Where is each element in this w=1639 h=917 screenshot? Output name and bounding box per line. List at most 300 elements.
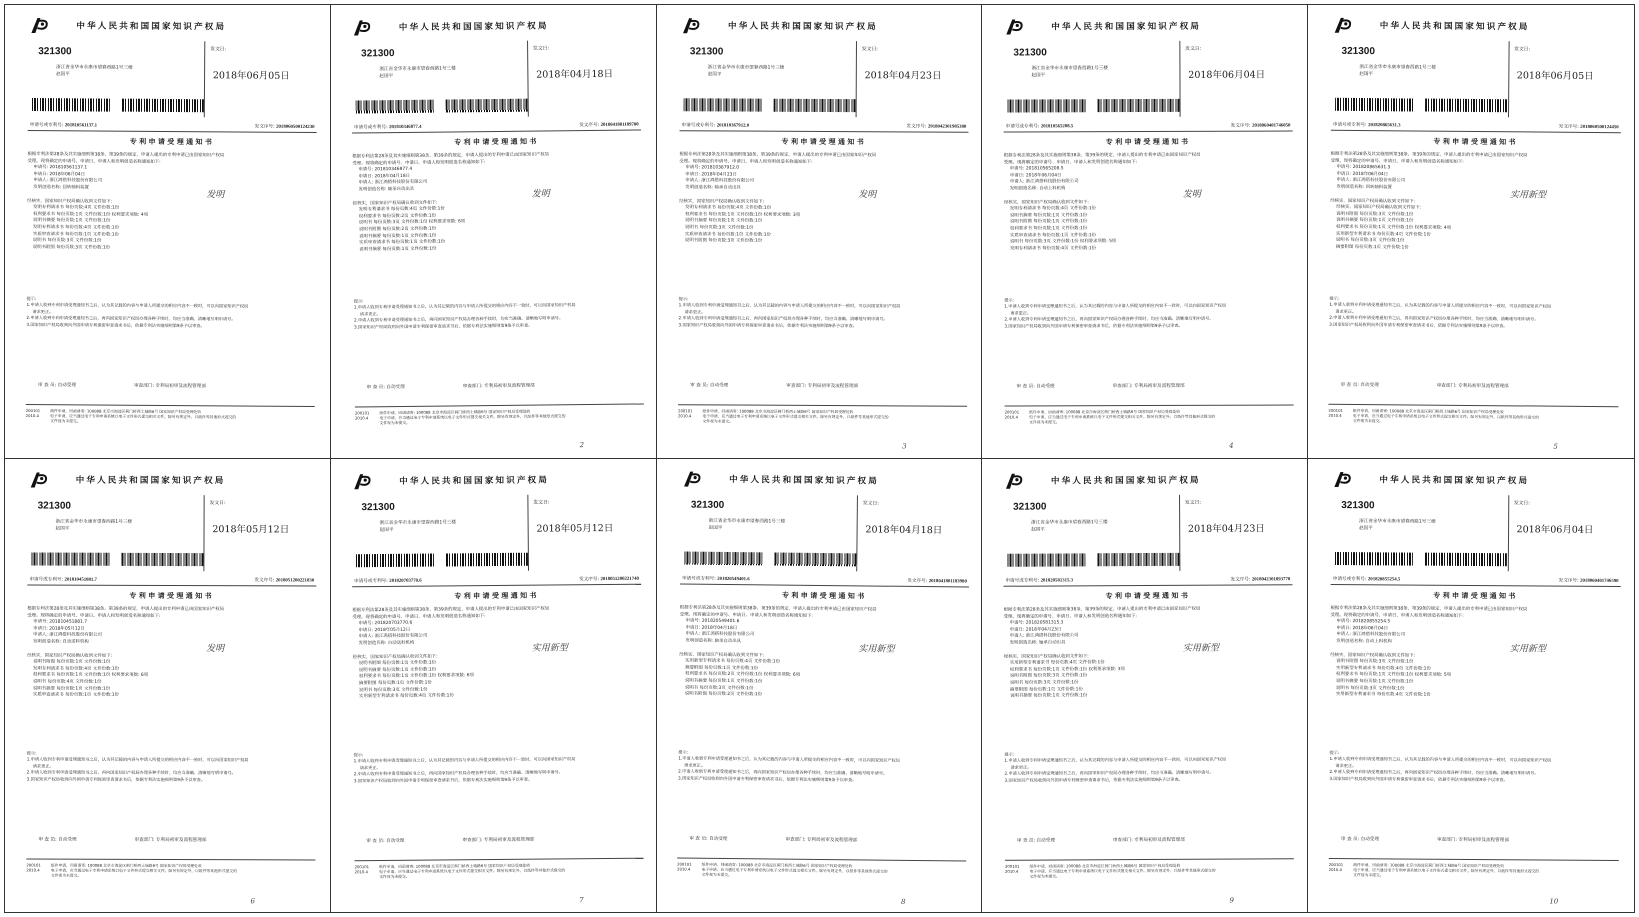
examiner-row (366, 835, 643, 843)
paragraph: 根据专利法第28条及其实施细则第38条、第39条的规定，申请人提出的专利申请已由国家知识产权局 (1330, 151, 1528, 159)
notice-title: 专利申请受理通知书 (781, 590, 867, 600)
value: 浙江鸿搭科技股份有限公司 (374, 633, 428, 639)
postal-code: 321300 (37, 500, 72, 512)
barcode (684, 551, 762, 565)
send-no-field (1559, 577, 1619, 583)
value: 201820581315.3 (1026, 620, 1064, 626)
document-item: 实用新型专利请求书 每份页数:4页 文件份数:1份 (1336, 231, 1431, 238)
notice-body (27, 152, 316, 253)
barcode (446, 552, 528, 566)
label: 申请日: (358, 627, 374, 633)
send-date-label: 发文日: (209, 500, 226, 506)
verify-heading: 经核实，国家知识产权局确认收到文件如下: (678, 651, 764, 658)
note: 1.申请人收到专利申请受理通知书之后，认为其记载的内容与申请人所提交的相应内容不一致时，可以向国家知识产权局 (353, 302, 576, 310)
footer (26, 404, 315, 425)
postal-code: 321300 (1341, 499, 1375, 511)
notice-page (657, 459, 983, 913)
form-code: 200101 2010.4 (1005, 409, 1020, 420)
value: 浙江鸿搭科技股份有限公司 (1026, 633, 1079, 639)
document-list (27, 659, 316, 700)
barcode-group (1335, 98, 1507, 113)
recipient-address (1032, 65, 1108, 79)
address-line: 浙江省金华市永康市望春西路1号三楼 (708, 518, 785, 525)
postal-code: 321300 (361, 501, 395, 513)
label: 发明创造名称: (33, 638, 61, 645)
page-number: 9 (1229, 895, 1235, 904)
notes (678, 749, 967, 784)
document-item: 说明书 每份页数:3页 文件份数:1份 (1010, 679, 1079, 686)
barcode-group (1008, 99, 1180, 113)
document-item: 权利要求书 每份页数:1页 文件份数:1份 权利要求项数: 4项 (33, 211, 149, 218)
recipient-address (379, 519, 456, 534)
examiner: 审 查 员: 自动受理 (1341, 836, 1380, 842)
label: 申请人: (358, 633, 374, 640)
document-item: 权利要求书 每份页数:1页 文件份数:1份 权利要求项数: 6项 (33, 672, 149, 678)
document-item: 实用新型专利请求书 每份页数:4页 文件份数:1份 (358, 693, 454, 699)
paragraph: 受理。现将确定的申请号、申请日、申请人和发明创造名称通知如下: (678, 158, 813, 165)
label: 发明创造名称: (33, 185, 62, 191)
footer (355, 403, 644, 425)
note: 请求更正。 (684, 309, 706, 315)
value: 2018年05月12日 (49, 625, 85, 631)
office-header (1332, 14, 1622, 39)
document-item: 说明书附图 每份页数:3页 文件份数:1份 (1336, 658, 1414, 665)
send-no: 2018051200221830 (275, 577, 315, 583)
postal-code: 321300 (689, 46, 723, 58)
id-row (1004, 122, 1293, 132)
send-no-label: 发文序号: (254, 124, 275, 130)
note: 1.申请人收到专利申请受理通知书之后，认为其记载的内容与申请人所提交的相应内容不一致时，可以向国家知识产权局 (1329, 755, 1552, 763)
examiner: 审 查 员: 自动受理 (366, 838, 405, 844)
notice-body (1004, 152, 1293, 252)
note: 3.国家知识产权局收到向外国申请专利保密审查请求书后，依据专利法实施细则第9条予以审查。 (678, 321, 857, 328)
app-no-field (1006, 577, 1074, 583)
label: 申请号: (685, 618, 700, 624)
office-header (28, 14, 317, 38)
barcode (121, 552, 203, 565)
footer-text: 纸件申请，回函请寄: 100088 北京市海淀区蓟门桥西土城路6号 国家知识产权局受理处收 电子申请，应当通过电子专利申请系统以电子文件形式提交相关文件。除另有规定外，以纸件等其他形式提交的 文件视为未提交。 (702, 408, 889, 424)
notice-sheet (351, 467, 644, 904)
note: 3.国家知识产权局收到向外国申请专利保密审查请求书后，依据专利法实施细则第9条予以审查。 (26, 775, 206, 782)
office-header (680, 14, 969, 38)
office-name: 中华人民共和国国家知识产权局 (75, 475, 226, 486)
notes (678, 296, 967, 330)
document-item: 权利要求书 每份页数:1页 文件份数:1份 权利要求项数: 3项 (1010, 666, 1126, 672)
postal-code: 321300 (690, 499, 724, 511)
examiner: 审 查 员: 自动受理 (366, 384, 405, 391)
notice-title: 专利申请受理通知书 (1106, 136, 1191, 147)
send-date: 2018年04月18日 (535, 68, 613, 81)
value: 浙江鸿搭科技股份有限公司 (700, 178, 754, 185)
footer-text: 纸件申请，回函请寄: 100088 北京市海淀区蓟门桥西土城路6号 国家知识产权局受理处收 电子申请，应当通过电子专利申请系统以电子文件形式提交相关文件。除另有规定外，以纸件等其他形式提交的 文件视为未提交。 (50, 862, 237, 878)
examiner-row (1341, 836, 1619, 844)
document-item: 权利要求书 每份页数:1页 文件份数:1份 (1010, 226, 1088, 232)
send-date-label: 发文日: (1514, 47, 1531, 53)
barcode (1425, 552, 1507, 566)
barcode-group (683, 98, 855, 112)
verify-heading: 经核实，国家知识产权局确认收到文件如下: (1004, 199, 1090, 206)
paragraph: 根据专利法第28条及其实施细则第38条、第39条的规定，申请人提出的专利申请已由国家知识产权局 (27, 605, 225, 612)
id-row (679, 122, 968, 133)
app-no: 201810451881.7 (64, 577, 97, 583)
note: 请求更正。 (359, 764, 381, 770)
send-date: 2018年04月23日 (1188, 522, 1266, 535)
send-date-label: 发文日: (1185, 500, 1202, 506)
notice-page (1308, 459, 1634, 913)
recipient-address (707, 64, 784, 78)
examiner-row (1341, 382, 1619, 390)
note: 请求更正。 (1010, 763, 1032, 770)
value: 浙江鸿搭科技股份有限公司 (49, 178, 103, 184)
cnipa-logo-icon (351, 17, 373, 37)
document-item: 说明书摘要 每份页数:1页 文件份数:1份 (1336, 678, 1414, 685)
barcode-group (684, 551, 856, 566)
divider (204, 41, 206, 117)
footer-text: 纸件申请，回函请寄: 100088 北京市海淀区蓟门桥西土城路6号 国家知识产权局受理处收 电子申请，应当通过电子专利申请系统以电子文件形式提交相关文件。除另有规定外，以纸件等其他形式提交的 文件视为未提交。 (1352, 407, 1540, 424)
label: 申请人: (1336, 178, 1352, 184)
recipient-name: 赵国平 (379, 527, 394, 533)
label: 申请日: (1336, 171, 1352, 177)
notice-title: 专利申请受理通知书 (781, 136, 866, 147)
app-no-label: 申请号或专利号: (1005, 578, 1040, 584)
notice-page (982, 459, 1308, 913)
document-item: 说明书附图 每份页数:2页 文件份数:1份 (684, 691, 762, 697)
footer-text: 纸件申请，回函请寄: 100088 北京市海淀区蓟门桥西土城路6号 国家知识产权局受理处收 电子申请，应当通过电子专利申请系统以电子文件形式提交相关文件。除另有规定外，以纸件等其他形式提交的 文件视为未提交。 (378, 862, 565, 879)
send-no-field (579, 122, 639, 129)
document-item: 说明书摘要 每份页数:1页 文件份数:1份 (33, 218, 111, 224)
recipient-name: 赵国平 (707, 72, 722, 78)
label: 申请人: (33, 178, 49, 184)
divider (204, 495, 205, 571)
send-date: 2018年05月12日 (536, 522, 614, 535)
notice-body (1004, 606, 1293, 700)
send-no: 2018060500124450 (1580, 124, 1619, 131)
app-no-field (681, 122, 749, 128)
recipient-address (1360, 64, 1437, 79)
value: 201820865631.3 (1352, 165, 1391, 171)
page-number: 7 (578, 895, 584, 904)
label: 申请号: (1010, 620, 1025, 626)
barcode (31, 552, 109, 565)
note: 3.国家知识产权局收到向外国申请专利保密审查请求书后，依据专利法实施细则第9条予以审查。 (677, 774, 856, 782)
label: 申请号: (684, 165, 700, 171)
app-no: 201820865631.3 (1368, 123, 1401, 129)
examiner: 审 查 员: 自动受理 (1016, 384, 1056, 390)
label: 申请人: (1010, 633, 1025, 639)
send-no-label: 发文序号: (578, 122, 599, 129)
notice-body (1330, 152, 1621, 254)
notice-sheet (1003, 468, 1294, 904)
document-item: 说明书 每份页数:4页 文件份数:1份 (32, 678, 102, 685)
note: 2.申请人收到专利申请受理通知书之后，再向国家知识产权局办理各种手续时，均应当准确、清晰地写明申请号。 (677, 768, 887, 776)
send-no: 2018051200221740 (600, 576, 639, 582)
send-date-label: 发文日: (1185, 46, 1202, 52)
send-no: 2018041801189700 (600, 122, 639, 128)
paragraph: 根据专利法第28条及其实施细则第38条、第39条的规定，申请人提出的专利申请已由国家知识产权局 (27, 151, 225, 159)
app-no-label: 申请号或专利号: (29, 123, 64, 129)
note: 2.申请人收到专利申请受理通知书之后，再向国家知识产权局办理各种手续时，均应当准确、清晰地写明申请号。 (353, 315, 563, 323)
document-item: 说明书附图 每份页数:1页 文件份数:1份 (1010, 219, 1088, 225)
document-item: 说明书 每份页数:3页 文件份数:1份 权利要求项数: 6项 (358, 219, 465, 226)
recipient-address (1032, 519, 1109, 533)
recipient-name: 赵国平 (1359, 71, 1374, 78)
barcode (1098, 552, 1180, 565)
app-no-label: 申请号或专利号: (353, 578, 388, 584)
document-item: 说明书附图 每份页数:3页 文件份数:1份 (32, 244, 111, 251)
note: 2.申请人收到专利申请受理通知书之后，再向国家知识产权局办理各种手续时，均应当准确、清晰地写明申请号。 (1329, 314, 1539, 322)
office-header (28, 468, 317, 491)
department: 审查部门: 专利局初审及流程管理部 (462, 383, 535, 390)
notes-heading: 提示: (1329, 295, 1340, 301)
send-date: 2018年06月05日 (1516, 70, 1594, 83)
page-number: 10 (1549, 896, 1559, 905)
postal-code: 321300 (1341, 45, 1376, 58)
office-name: 中华人民共和国国家知识产权局 (1379, 474, 1530, 486)
document-list (1004, 659, 1293, 700)
label: 发明创造名称: (684, 185, 713, 191)
handwritten-signature: 实用新型 (531, 642, 568, 654)
notice-title: 专利申请受理通知书 (1433, 590, 1519, 600)
document-item: 说明书附图 每份页数:3页 文件份数:1份 (1010, 673, 1088, 679)
value: 浙江鸿搭科技股份有限公司 (1352, 178, 1406, 184)
divider (1180, 41, 1181, 117)
department: 审查部门: 专利局初审及流程管理部 (1436, 383, 1509, 390)
address-line: 浙江省金华市永康市望春西路1号三楼 (56, 65, 133, 71)
address-line: 浙江省金华市永康市望春西路1号三楼 (1359, 518, 1436, 525)
send-no-label: 发文序号: (1231, 123, 1251, 129)
send-date: 2018年06月05日 (212, 70, 290, 82)
handwritten-signature: 发明 (206, 643, 225, 654)
recipient-address (708, 517, 785, 532)
page-number: 2 (579, 440, 584, 449)
note: 1.申请人收到专利申请受理通知书之后，认为其记载的内容与申请人所提交的相应内容不一致时，可以向国家知识产权局 (353, 756, 576, 764)
value: 浙江鸿搭科技股份有限公司 (374, 180, 428, 186)
send-no-label: 发文序号: (1559, 124, 1580, 130)
note: 3.国家知识产权局收到向外国申请专利保密审查请求书后，依据专利法实施细则第9条予以审查。 (353, 775, 533, 783)
form-code: 200101 2010.4 (677, 408, 693, 419)
document-item: 发明专利请求书 每份页数:4页 文件份数:1份 (1010, 245, 1097, 252)
app-no: 201810346877.4 (388, 124, 422, 131)
cnipa-logo-icon (681, 468, 703, 488)
app-no-field (30, 122, 97, 128)
label: 发明创造名称: (358, 187, 387, 193)
paragraph: 根据专利法第28条及其实施细则第38条、第39条的规定，申请人提出的专利申请已由国家知识产权局 (679, 604, 877, 613)
cnipa-logo-icon (1332, 15, 1354, 35)
paragraph: 受理。现将确定的申请号、申请日、申请人和发明创造名称通知如下: (27, 612, 161, 619)
document-list (679, 205, 968, 246)
notes (354, 295, 643, 330)
barcode-group (1008, 552, 1180, 566)
label: 申请日: (684, 172, 700, 178)
document-list (353, 658, 642, 700)
value: 轴承自动出具 (714, 185, 741, 191)
value: 轴承自动出具 (1039, 639, 1066, 646)
office-name: 中华人民共和国国家知识产权局 (76, 21, 227, 33)
notes-heading: 提示: (1329, 749, 1340, 755)
document-item: 权利要求书 每份页数:1页 文件份数:1份 权利要求项数: 5项 (1336, 671, 1452, 678)
notice-title: 专利申请受理通知书 (453, 136, 539, 147)
barcode-group (355, 99, 527, 114)
notice-page (982, 5, 1308, 459)
notes-heading: 提示: (353, 298, 364, 304)
address-line: 浙江省金华市永康市望春西路1号三楼 (1359, 64, 1437, 71)
examiner-row (38, 836, 315, 843)
divider (1180, 494, 1181, 570)
send-no-label: 发文序号: (1558, 578, 1579, 584)
label: 发明创造名称: (1010, 186, 1039, 192)
notice-page (1308, 5, 1634, 459)
document-item: 说明书附图 每份页数:3页 文件份数:1份 (684, 238, 762, 244)
address-block (351, 493, 641, 578)
label: 申请日: (1010, 173, 1025, 179)
send-no-field (579, 575, 639, 582)
label: 申请日: (358, 174, 373, 180)
address-block (27, 494, 316, 577)
note: 3.国家知识产权局收到向外国申请专利保密审查请求书后，依据专利法实施细则第9条予以审查。 (1329, 775, 1508, 782)
value: 2018年06月04日 (49, 171, 85, 178)
value: 轴承自动出具 (387, 186, 414, 193)
document-item: 说明书附图 每份页数:1页 文件份数:1份 (358, 660, 436, 666)
notice-body (678, 605, 968, 701)
document-grid (4, 4, 1635, 913)
send-date: 2018年06月04日 (1188, 69, 1266, 81)
notes (1005, 750, 1294, 784)
document-item: 摘要附图 每份页数:1页 文件份数:1份 (358, 680, 432, 686)
label: 申请号: (33, 165, 49, 171)
address-block (679, 40, 968, 124)
notes (26, 296, 315, 330)
notice-title: 专利申请受理通知书 (129, 590, 215, 600)
notes-heading: 提示: (678, 296, 689, 302)
footer-text: 纸件申请，回函请寄: 100088 北京市海淀区蓟门桥西土城路6号 国家知识产权局受理处收 电子申请，应当通过电子专利申请系统以电子文件形式提交相关文件。除另有规定外，以纸件等其他形式提交的 文件视为未提交。 (50, 408, 237, 424)
cnipa-logo-icon (1004, 16, 1026, 36)
label: 申请号: (358, 620, 373, 626)
value: 自动送料机构 (62, 639, 89, 645)
document-item: 说明书摘要 每份页数:1页 文件份数:1份 (358, 666, 436, 673)
note: 请求更正。 (32, 308, 54, 314)
department: 审查部门: 专利局初审及流程管理部 (1437, 837, 1510, 843)
document-item: 说明书摘要 每份页数:1页 文件份数:1份 (684, 218, 762, 225)
app-no: 201820549401.6 (716, 576, 750, 582)
notice-sheet (1328, 14, 1622, 451)
form-code: 200101 2010.4 (354, 410, 370, 421)
page-number: 6 (250, 896, 256, 905)
footer-text: 纸件申请，回函请寄: 100088 北京市海淀区蓟门桥西土城路6号 国家知识产权局受理处收 电子申请，应当通过电子专利申请系统以电子文件形式提交相关文件。除另有规定外，以纸件等其他形式提交的 文件视为未提交。 (701, 861, 888, 877)
barcode-group (356, 552, 528, 567)
footer (1005, 858, 1294, 879)
paragraph: 受理。现将确定的申请号、申请日、申请人和发明创造名称通知如下: (27, 158, 161, 165)
form-code: 200101 2010.4 (1328, 861, 1344, 872)
document-item: 权利要求书 每份页数:2页 文件份数:1份 权利要求项数: 6项 (684, 671, 800, 678)
notice-title: 专利申请受理通知书 (129, 136, 215, 147)
document-item: 说明书 每份页数:3页 文件份数:1份 权利要求项数: 5项 (1010, 239, 1117, 245)
page-number: 3 (901, 441, 907, 450)
send-date-label: 发文日: (533, 500, 550, 506)
verify-heading: 经核实，国家知识产权局确认收到文件如下: (1330, 198, 1416, 205)
page-number: 5 (1553, 442, 1559, 451)
note: 1.申请人收到专利申请受理通知书之后，认为其记载的内容与申请人所提交的相应内容不一致时，可以向国家知识产权局 (1329, 302, 1552, 310)
department: 审查部门: 专利局初审及流程管理部 (1113, 383, 1185, 390)
document-item: 发明专利请求书 每份页数:4页 文件份数:1份 (33, 665, 120, 672)
send-date-label: 发文日: (1513, 500, 1531, 506)
handwritten-signature: 实用新型 (1510, 643, 1547, 654)
notice-body (27, 606, 316, 700)
barcode (1335, 552, 1413, 566)
document-item: 发明专利请求书 每份页数:4页 文件份数:1份 (32, 224, 120, 231)
handwritten-signature: 实用新型 (1183, 643, 1220, 654)
note: 1.申请人收到专利申请受理通知书之后，认为其记载的内容与申请人所提交的相应内容不一致时，可以向国家知识产权局 (678, 302, 900, 309)
address-line: 浙江省金华市永康市望春西路1号三楼 (1031, 519, 1108, 526)
office-header (1332, 467, 1622, 491)
value: 201820703770.6 (374, 620, 413, 626)
address-block (1331, 493, 1621, 577)
department: 审查部门: 专利局初审及流程管理部 (133, 383, 206, 390)
value: 201810565208.5 (1026, 166, 1064, 172)
paragraph: 受理。现将确定的申请号、申请日、申请人和发明创造名称通知如下: (679, 611, 813, 618)
notice-page (331, 5, 657, 459)
document-list (353, 205, 642, 254)
barcode (773, 99, 855, 112)
label: 发明创造名称: (358, 640, 387, 646)
barcode (1098, 99, 1180, 112)
examiner: 审 查 员: 自动受理 (688, 836, 728, 842)
send-date: 2018年05月12日 (212, 523, 290, 535)
verify-heading: 经核实，国家知识产权局确认收到文件如下: (678, 198, 764, 205)
barcode (683, 98, 761, 111)
send-date-label: 发文日: (210, 47, 227, 53)
value: 浙江鸿搭科技股份有限公司 (701, 631, 754, 638)
label: 申请人: (1336, 631, 1352, 638)
label: 申请日: (33, 625, 48, 631)
footer-text: 纸件申请，回函请寄: 100088 北京市海淀区蓟门桥西土城路6号 国家知识产权局受理处收 电子申请，应当通过电子专利申请系统以电子文件形式提交相关文件。除另有规定外，以纸件等其他形式提交的 文件视为未提交。 (1029, 408, 1216, 425)
label: 申请人: (33, 632, 48, 638)
send-date: 2018年04月18日 (864, 523, 942, 536)
handwritten-signature: 实用新型 (857, 643, 895, 655)
notice-body (1330, 605, 1620, 700)
handwritten-signature: 发明 (531, 189, 550, 200)
title-line (27, 639, 316, 647)
document-item: 说明书 每份页数:3页 文件份数:1份 (684, 225, 754, 231)
form-code: 200101 2010.4 (25, 407, 41, 419)
label: 申请人: (358, 180, 373, 186)
note: 3.国家知识产权局收到向外国申请专利保密审查请求书后，依据专利法实施细则第9条予以审查。 (1004, 322, 1184, 329)
recipient-name: 赵国平 (708, 525, 723, 531)
send-no: 2018041801183980 (928, 578, 967, 584)
send-no-field (254, 577, 314, 583)
send-no-field (1231, 123, 1291, 129)
document-item: 实质审查请求书 每份页数:1页 文件份数:1份 (358, 239, 445, 246)
cnipa-logo-icon (351, 471, 373, 491)
value: 201810451881.7 (49, 619, 88, 625)
notice-body (352, 605, 642, 700)
cnipa-logo-icon (1003, 470, 1025, 490)
barcode-group (31, 552, 203, 566)
recipient-name: 赵国平 (1359, 525, 1374, 531)
notice-sheet (26, 14, 318, 445)
document-item: 发明专利请求书 每份页数:4页 文件份数:1份 (684, 205, 771, 211)
value: 2018年04月23日 (1026, 626, 1062, 632)
app-no-label: 申请号或专利号: (681, 576, 716, 582)
value: 201820855254.5 (1352, 618, 1391, 625)
paragraph: 根据专利法第28条及其实施细则第38条、第39条的规定，申请人提出的专利申请已由国家知识产权局 (1330, 605, 1528, 612)
address-line: 浙江省金华市永康市望春西路1号三楼 (379, 519, 456, 526)
notice-sheet (1328, 467, 1622, 905)
send-no-label: 发文序号: (906, 124, 927, 130)
send-no: 2018060500124230 (276, 124, 315, 130)
note: 2.申请人收到专利申请受理通知书之后，再向国家知识产权局办理各种手续时，均应当准确、清晰地写明申请号。 (678, 315, 888, 322)
label: 申请日: (33, 171, 49, 177)
barcode (774, 552, 856, 566)
